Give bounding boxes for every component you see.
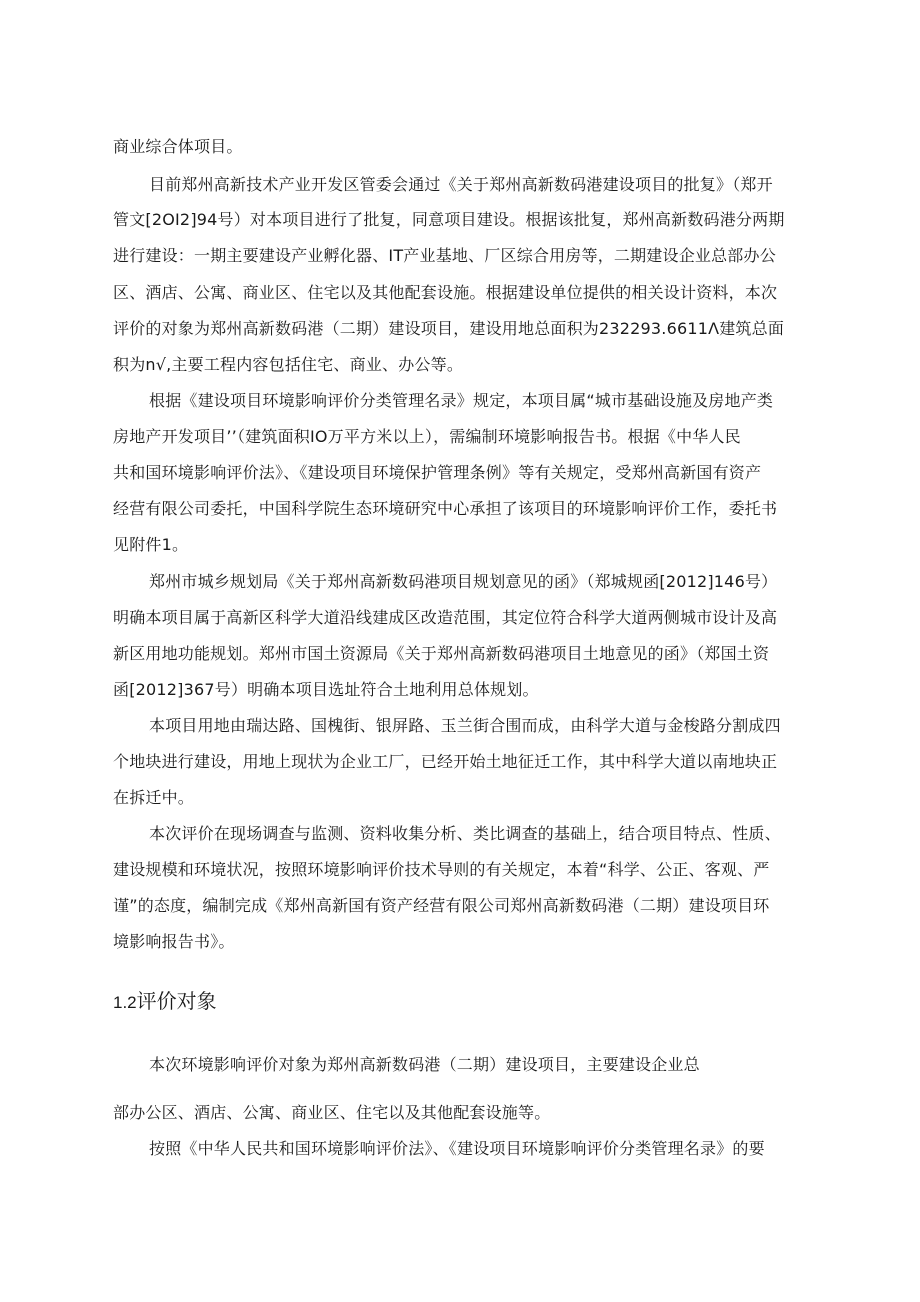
paragraph-3-line-3: 共和国环境影响评价法》、《建设项目环境保护管理条例》等有关规定，受郑州高新国有资产 xyxy=(113,463,762,482)
paragraph-7-line-2: 部办公区、酒店、公寓、商业区、住宅以及其他配套设施等。 xyxy=(113,1103,551,1122)
paragraph-5-line-3: 在拆迁中。 xyxy=(113,788,195,807)
paragraph-3-line-2: 房地产开发项目’’（建筑面积IO万平方米以上），需编制环境影响报告书。根据《中华人民 xyxy=(113,427,741,446)
paragraph-4-line-2: 明确本项目属于高新区科学大道沿线建成区改造范围，其定位符合科学大道两侧城市设计及高 xyxy=(113,608,778,627)
paragraph-2-line-5: 评价的对象为郑州高新数码港（二期）建设项目，建设用地总面积为232293.6611Λ建筑总面 xyxy=(113,319,785,338)
paragraph-7-line-1: 本次环境影响评价对象为郑州高新数码港（二期）建设项目，主要建设企业总 xyxy=(149,1055,700,1074)
paragraph-2-line-2: 管文[2OI2]94号）对本项目进行了批复，同意项目建设。根据该批复，郑州高新数码港分两期 xyxy=(113,210,785,229)
paragraph-4-line-3: 新区用地功能规划。郑州市国土资源局《关于郑州高新数码港项目土地意见的函》（郑国土资 xyxy=(113,644,770,663)
paragraph-2-line-3: 进行建设：一期主要建设产业孵化器、IT产业基地、厂区综合用房等，二期建设企业总部办公 xyxy=(113,246,776,265)
paragraph-1-line-1: 商业综合体项目。 xyxy=(113,137,243,156)
paragraph-4-line-4: 函[2012]367号）明确本项目选址符合土地利用总体规划。 xyxy=(113,680,539,699)
paragraph-8-line-1: 按照《中华人民共和国环境影响评价法》、《建设项目环境影响评价分类管理名录》的要 xyxy=(149,1139,765,1158)
paragraph-6-line-4: 境影响报告书》。 xyxy=(113,932,235,951)
paragraph-6-line-1: 本次评价在现场调查与监测、资料收集分析、类比调查的基础上，结合项目特点、性质、 xyxy=(149,824,781,843)
section-heading xyxy=(113,987,217,1017)
paragraph-6-line-2: 建设规模和环境状况，按照环境影响评价技术导则的有关规定，本着“科学、公正、客观、严 xyxy=(113,860,770,879)
paragraph-6-line-3: 谨”的态度，编制完成《郑州高新国有资产经营有限公司郑州高新数码港（二期）建设项目环 xyxy=(113,896,770,915)
paragraph-4-line-1: 郑州市城乡规划局《关于郑州高新数码港项目规划意见的函》（郑城规函[2012]146号） xyxy=(149,572,778,591)
paragraph-3-line-1: 根据《建设项目环境影响评价分类管理名录》规定，本项目属“城市基础设施及房地产类 xyxy=(149,391,774,410)
section-title: 评价对象 xyxy=(136,989,217,1013)
paragraph-2-line-6: 积为n√,主要工程内容包括住宅、商业、办公等。 xyxy=(113,355,464,374)
section-number: 1.2 xyxy=(113,993,137,1012)
paragraph-3-line-4: 经营有限公司委托，中国科学院生态环境研究中心承担了该项目的环境影响评价工作，委托书 xyxy=(113,499,778,518)
paragraph-5-line-1: 本项目用地由瑞达路、国槐街、银屏路、玉兰街合围而成，由科学大道与金梭路分割成四 xyxy=(149,716,781,735)
paragraph-2-line-1: 目前郑州高新技术产业开发区管委会通过《关于郑州高新数码港建设项目的批复》（郑开 xyxy=(149,175,773,194)
paragraph-2-line-4: 区、酒店、公寓、商业区、住宅以及其他配套设施。根据建设单位提供的相关设计资料，本次 xyxy=(113,283,778,302)
paragraph-3-line-5: 见附件1。 xyxy=(113,535,189,554)
paragraph-5-line-2: 个地块进行建设，用地上现状为企业工厂，已经开始土地征迁工作，其中科学大道以南地块正 xyxy=(113,752,778,771)
